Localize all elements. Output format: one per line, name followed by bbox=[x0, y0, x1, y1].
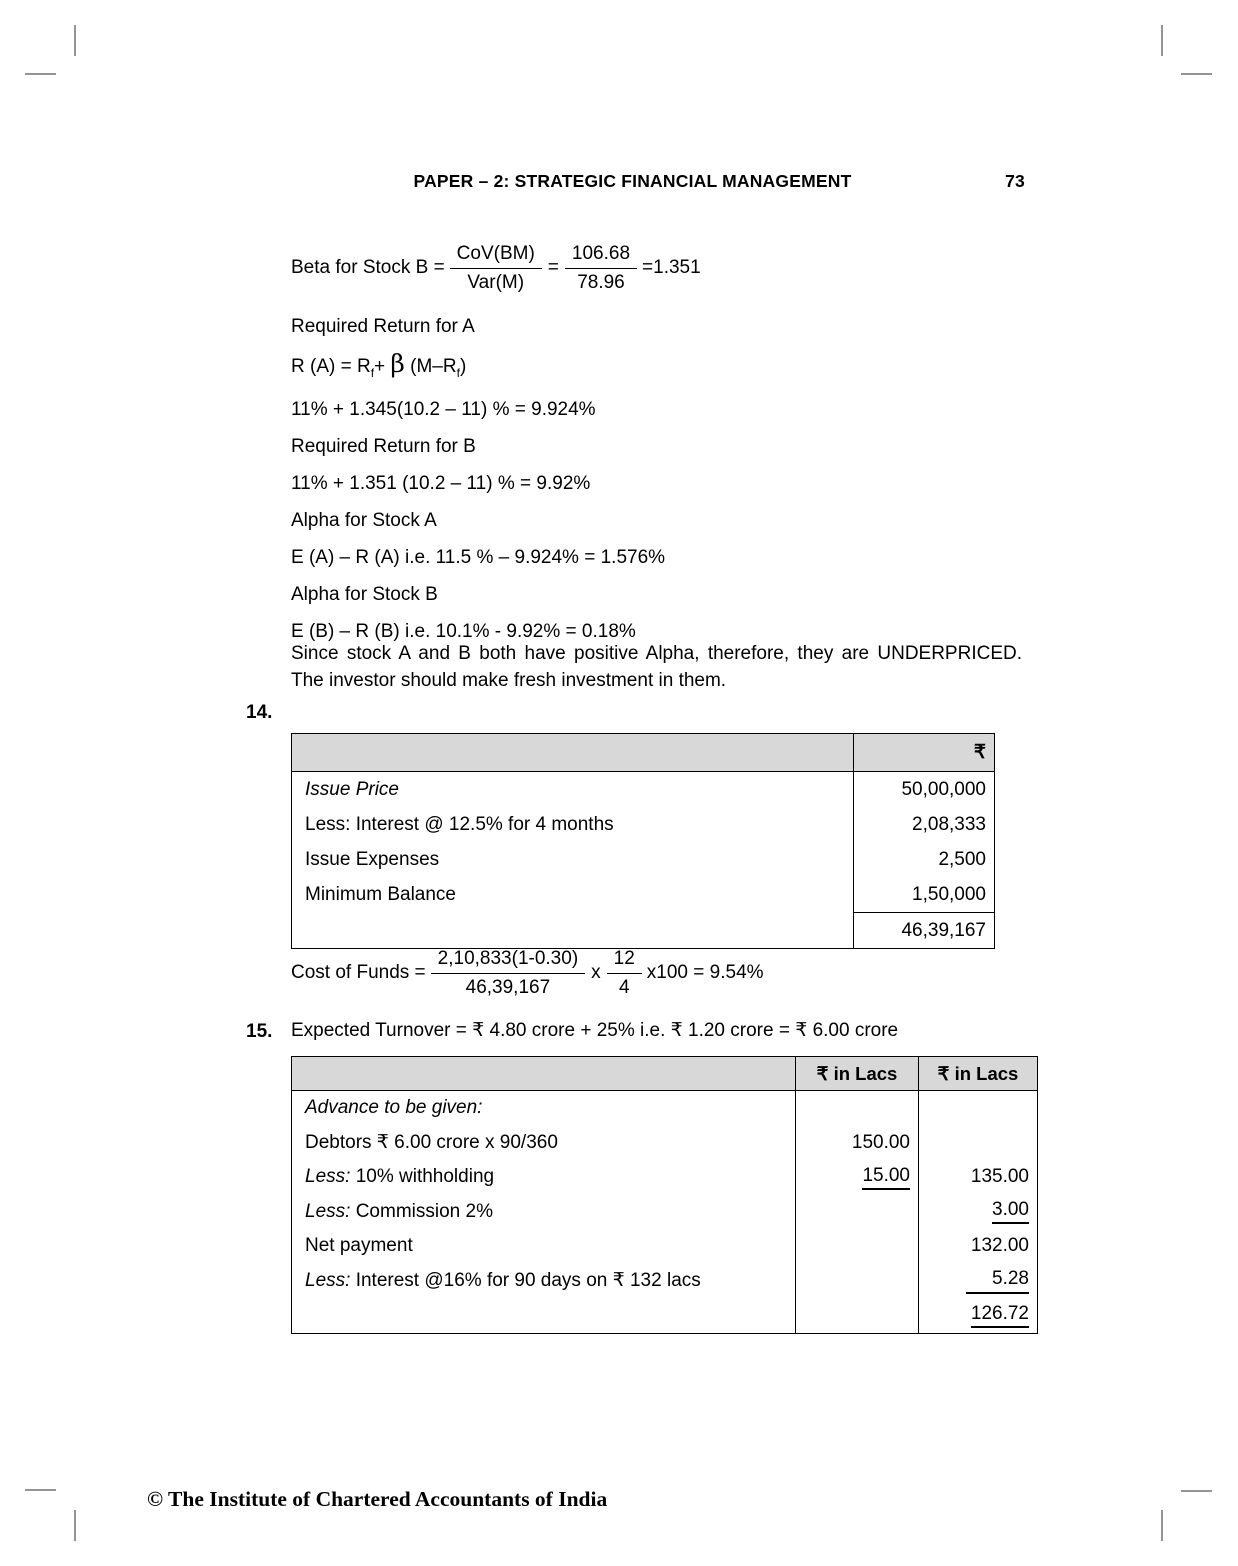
header-cell-empty bbox=[292, 1057, 796, 1091]
conclusion-paragraph: Since stock A and B both have positive Alpha, therefore, they are UNDERPRICED. The investor should make fresh investment in them. bbox=[291, 643, 1022, 691]
crop-mark-bottom-right-vertical bbox=[1161, 1510, 1163, 1541]
table-total-row: 46,39,167 bbox=[292, 913, 995, 949]
item-15-intro: Expected Turnover = ₹ 4.80 crore + 25% i.e. ₹ 1.20 crore = ₹ 6.00 crore bbox=[291, 1020, 899, 1041]
required-return-a-heading: Required Return for A bbox=[291, 316, 475, 337]
required-return-b-heading: Required Return for B bbox=[291, 435, 476, 457]
fraction-months: $\frac{12}{4}$ bbox=[607, 948, 642, 999]
crop-mark-top-left-vertical bbox=[74, 25, 76, 56]
table-issue-cost bbox=[291, 733, 995, 949]
table-header-row bbox=[292, 1057, 1038, 1091]
beta-formula-lead: Beta for Stock B = bbox=[291, 257, 445, 278]
table-row: Issue Expenses 2,500 bbox=[292, 842, 995, 877]
header-cell-empty bbox=[292, 734, 854, 772]
required-return-b-calc: 11% + 1.351 (10.2 – 11) % = 9.92% bbox=[291, 472, 591, 494]
table-total-row: 126.72 bbox=[292, 1298, 1038, 1333]
table-row: Less: Interest @16% for 90 days on ₹ 132 lacs 5.28 bbox=[292, 1264, 1038, 1299]
required-return-a-calc: 11% + 1.345(10.2 – 11) % = 9.924% bbox=[291, 398, 596, 420]
table-row: Less: Commission 2% 3.00 bbox=[292, 1195, 1038, 1230]
item-14-label: 14. bbox=[246, 702, 273, 723]
table-row: Issue Price 50,00,000 bbox=[292, 772, 995, 808]
table-row: Debtors ₹ 6.00 crore x 90/360 150.00 bbox=[292, 1126, 1038, 1161]
beta-formula-result: =1.351 bbox=[642, 257, 701, 278]
crop-mark-bottom-right-horizontal bbox=[1181, 1490, 1212, 1492]
capm-equation: R $(A) = R_f+ \beta$ $(M-R_f)$ bbox=[291, 349, 467, 380]
cost-formula-lead: Cost of Funds = bbox=[291, 962, 426, 983]
fraction-cost: $\frac{2,10,833(1-0.30)}{46,39,167}$ bbox=[431, 948, 586, 999]
crop-mark-top-right-horizontal bbox=[1181, 73, 1212, 75]
cost-of-funds-formula: Cost of Funds = $\frac{2,10,833(1-0.30)}{46,39,167}$ x $\frac{12}{4}$ x100 = 9.54% bbox=[291, 947, 764, 998]
copyright-footer: © The Institute of Chartered Accountants of India bbox=[147, 1487, 608, 1511]
page-number: 73 bbox=[1005, 171, 1025, 191]
item-15-label: 15. bbox=[246, 1021, 273, 1042]
table-row: Minimum Balance 1,50,000 bbox=[292, 877, 995, 913]
table-row: Less: Interest @ 12.5% for 4 months 2,08,333 bbox=[292, 807, 995, 842]
header-cell-lacs-1: ₹ in Lacs bbox=[796, 1057, 919, 1091]
cost-formula-result: x100 = 9.54% bbox=[646, 962, 764, 983]
fraction-cov-var: $\frac{\text{CoV(BM)}}{\text{Var(M)}}$ bbox=[450, 243, 542, 294]
header-cell-rupee: ₹ bbox=[854, 734, 995, 772]
table-header-row bbox=[292, 734, 995, 772]
alpha-b-calc: E (B) – R (B) i.e. 10.1% - 9.92% = 0.18% bbox=[291, 620, 636, 642]
crop-mark-bottom-left-vertical bbox=[74, 1510, 76, 1541]
beta-symbol: β bbox=[390, 349, 405, 378]
crop-mark-top-right-vertical bbox=[1161, 25, 1163, 56]
crop-mark-bottom-left-horizontal bbox=[25, 1489, 56, 1491]
beta-formula: Beta for Stock B = $\frac{\text{CoV(BM)}}{\text{Var(M)}}$ = $\frac{106.68}{78.96}$ =1.351 bbox=[291, 242, 701, 293]
alpha-b-heading: Alpha for Stock B bbox=[291, 583, 438, 605]
header-cell-lacs-2: ₹ in Lacs bbox=[919, 1057, 1038, 1091]
table-row: Less: 10% withholding 15.00 135.00 bbox=[292, 1160, 1038, 1195]
alpha-a-heading: Alpha for Stock A bbox=[291, 509, 437, 531]
page-title: PAPER – 2: STRATEGIC FINANCIAL MANAGEMENT bbox=[413, 171, 852, 191]
table-row: Advance to be given: bbox=[292, 1091, 1038, 1126]
crop-mark-top-left-horizontal bbox=[25, 73, 56, 75]
page-header bbox=[240, 171, 1025, 192]
table-row: Net payment 132.00 bbox=[292, 1229, 1038, 1264]
alpha-a-calc: E (A) – R (A) i.e. 11.5 % – 9.924% = 1.576% bbox=[291, 546, 666, 568]
fraction-values: $\frac{106.68}{78.96}$ bbox=[565, 243, 637, 294]
table-advance bbox=[291, 1056, 1038, 1334]
solution-lines bbox=[291, 317, 665, 659]
